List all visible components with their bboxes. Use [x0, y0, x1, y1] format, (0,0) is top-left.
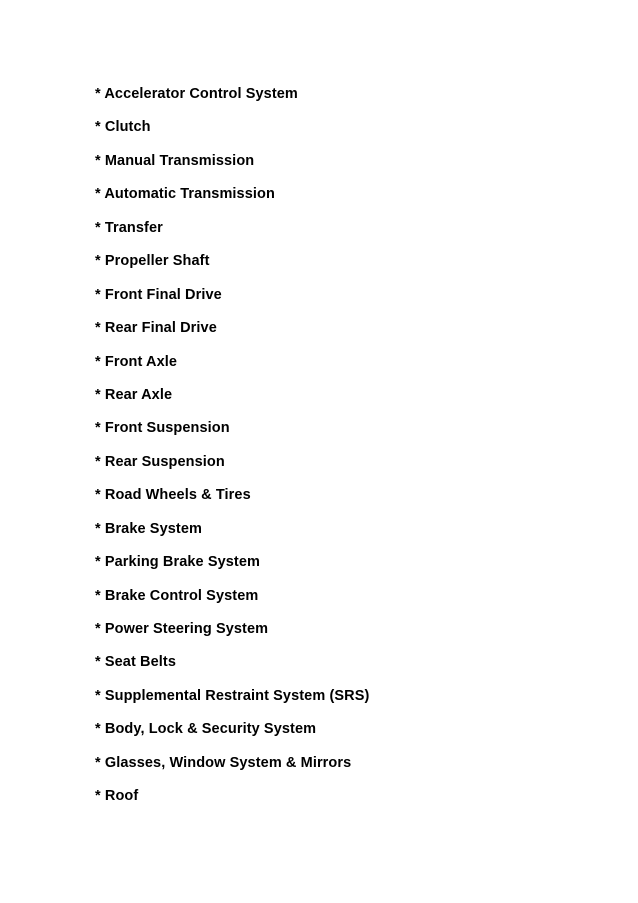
list-item-automatic-transmission: * Automatic Transmission [95, 186, 275, 203]
list-item-propeller-shaft: * Propeller Shaft [95, 253, 210, 270]
list-item-power-steering-system: * Power Steering System [95, 621, 269, 637]
list-item-road-wheels-tires: * Road Wheels & Tires [95, 487, 251, 504]
list-item-transfer: * Transfer [95, 219, 163, 236]
list-item-front-axle: * Front Axle [95, 353, 178, 370]
list-item-parking-brake-system: * Parking Brake System [95, 554, 261, 571]
list-item-manual-transmission: * Manual Transmission [95, 152, 255, 169]
list-item-supplemental-restraint-system: * Supplemental Restraint System (SRS) [95, 687, 370, 704]
list-item-rear-axle: * Rear Axle [95, 386, 173, 403]
topic-list [95, 85, 369, 821]
list-item-brake-system: * Brake System [95, 520, 202, 537]
list-item-seat-belts: * Seat Belts [95, 654, 176, 671]
list-item-front-final-drive: * Front Final Drive [95, 286, 222, 303]
list-item-glasses-window-system-mirrors: * Glasses, Window System & Mirrors [95, 754, 352, 771]
list-item-body-lock-security-system: * Body, Lock & Security System [95, 721, 317, 738]
list-item-front-suspension: * Front Suspension [95, 420, 230, 437]
list-item-rear-suspension: * Rear Suspension [95, 453, 225, 470]
list-item-rear-final-drive: * Rear Final Drive [95, 320, 217, 337]
list-item-roof: * Roof [95, 788, 139, 805]
list-item-clutch: * Clutch [95, 119, 151, 136]
list-item-brake-control-system: * Brake Control System [95, 587, 259, 604]
list-item-accelerator-control-system: * Accelerator Control System [95, 86, 298, 102]
